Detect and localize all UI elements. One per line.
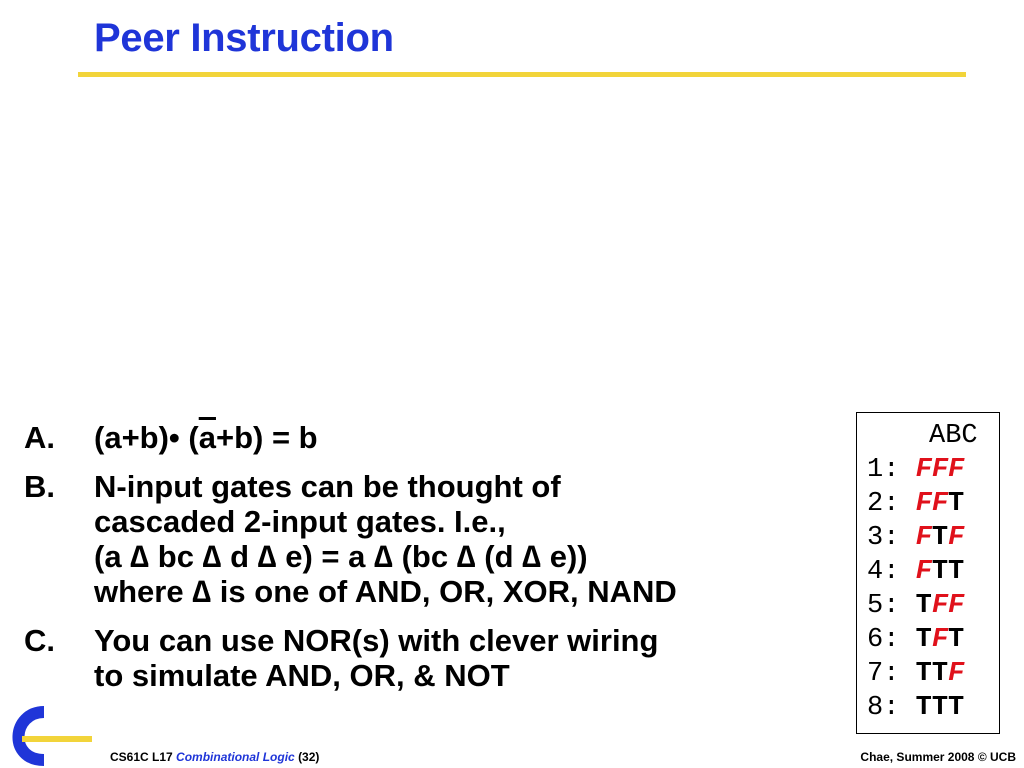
answer-value: T bbox=[948, 693, 965, 723]
footer-credit: Chae, Summer 2008 © UCB bbox=[860, 750, 1016, 764]
answer-number: 6: bbox=[867, 625, 916, 655]
title-underline bbox=[78, 72, 966, 77]
answer-value: F bbox=[915, 557, 932, 587]
answer-number: 5: bbox=[867, 591, 916, 621]
question-c-text: You can use NOR(s) with clever wiring to simulate AND, OR, & NOT bbox=[94, 623, 659, 693]
answer-value: T bbox=[915, 659, 932, 689]
answer-row-7 bbox=[867, 657, 999, 691]
answer-value: F bbox=[948, 591, 965, 621]
answer-value: T bbox=[915, 591, 932, 621]
answer-row-6 bbox=[867, 623, 999, 657]
answer-number: 8: bbox=[867, 693, 916, 723]
question-c bbox=[24, 623, 854, 693]
question-b-text: N-input gates can be thought of cascaded 2-input gates. I.e., (a ∆ bc ∆ d ∆ e) = a ∆ (bc ∆ (d ∆ e)) where ∆ is one of AND, OR, XOR, NAND bbox=[94, 469, 677, 609]
question-a-letter: A. bbox=[24, 420, 55, 455]
answer-value: F bbox=[931, 591, 949, 621]
question-list bbox=[24, 420, 854, 707]
answer-value: F bbox=[948, 523, 965, 553]
answer-value: T bbox=[931, 523, 949, 553]
answer-number: 1: bbox=[867, 455, 916, 485]
answer-rows bbox=[867, 453, 999, 725]
footer-course: CS61C L17 Combinational Logic (32) bbox=[110, 750, 320, 764]
answer-choices-box bbox=[856, 412, 1000, 734]
answer-number: 4: bbox=[867, 557, 916, 587]
answer-value: T bbox=[931, 659, 949, 689]
answer-value: F bbox=[931, 455, 949, 485]
answer-value: F bbox=[948, 659, 965, 689]
a-complement: $\overline{a}$ bbox=[198, 420, 216, 455]
question-a-text: (a+b)• $(\overline{a}+b) = b$ bbox=[94, 420, 318, 455]
answer-value: T bbox=[931, 557, 949, 587]
question-a bbox=[24, 420, 854, 455]
answer-value: F bbox=[948, 455, 965, 485]
answer-value: T bbox=[948, 625, 965, 655]
answer-value: T bbox=[931, 693, 949, 723]
ucb-logo bbox=[4, 706, 94, 766]
answer-value: F bbox=[915, 523, 932, 553]
answer-row-5 bbox=[867, 589, 999, 623]
answer-row-2 bbox=[867, 487, 999, 521]
answer-number: 2: bbox=[867, 489, 916, 519]
answer-value: F bbox=[915, 489, 932, 519]
answer-number: 3: bbox=[867, 523, 916, 553]
slide-title: Peer Instruction bbox=[94, 16, 394, 60]
question-b bbox=[24, 469, 854, 609]
answer-number: 7: bbox=[867, 659, 916, 689]
question-b-letter: B. bbox=[24, 469, 55, 504]
answer-value: F bbox=[931, 625, 949, 655]
answer-value: T bbox=[915, 625, 932, 655]
footer-topic: Combinational Logic bbox=[176, 750, 295, 764]
answer-value: T bbox=[948, 557, 965, 587]
answer-value: F bbox=[915, 455, 932, 485]
answer-row-8 bbox=[867, 691, 999, 725]
answer-value: T bbox=[948, 489, 965, 519]
answer-row-1 bbox=[867, 453, 999, 487]
footer-page: (32) bbox=[298, 750, 320, 764]
answer-value: F bbox=[931, 489, 949, 519]
answer-row-3 bbox=[867, 521, 999, 555]
answer-header: ABC bbox=[929, 421, 978, 451]
answer-row-4 bbox=[867, 555, 999, 589]
question-c-letter: C. bbox=[24, 623, 55, 658]
answer-value: T bbox=[915, 693, 932, 723]
